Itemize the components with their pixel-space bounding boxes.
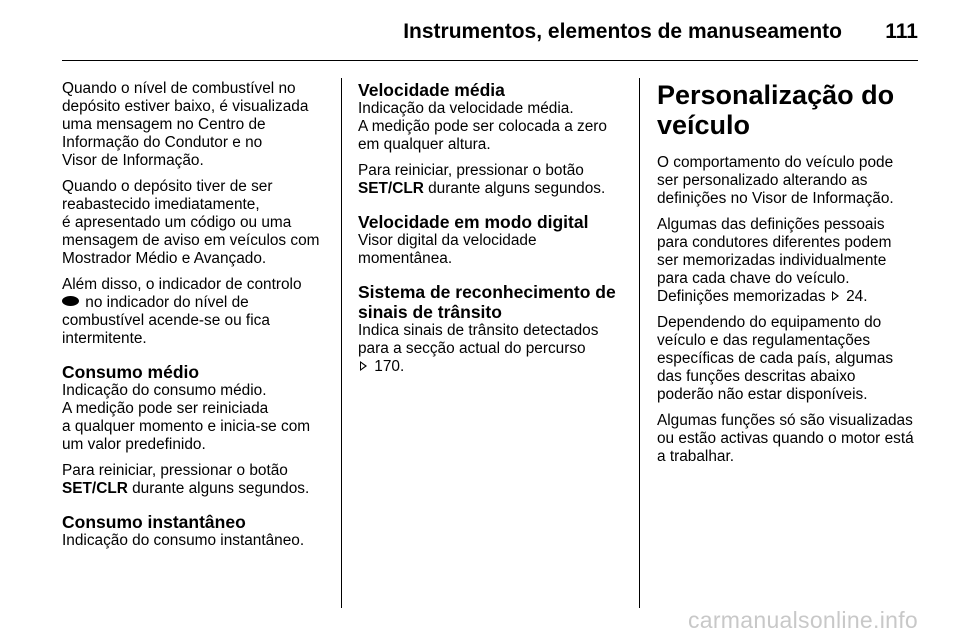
column-1 bbox=[62, 80, 334, 558]
paragraph-refuel-warning: Quando o depósito tiver de ser reabastecido imediatamente, é apresentado um código ou uma mensagem de aviso em veículos com Mostrador Médio e Avançado. bbox=[62, 178, 320, 267]
column-divider-1 bbox=[341, 78, 342, 608]
page-reference-arrow-icon bbox=[360, 361, 367, 371]
paragraph-definicoes-memorizadas: Algumas das definições pessoais para condutores diferentes podem ser memorizadas individualmente para cada chave do veículo. Definições memorizadas 24. bbox=[657, 216, 892, 305]
paragraph-velocidade-digital: Visor digital da velocidade momentânea. bbox=[358, 232, 537, 267]
paragraph-reset-consumo: Para reiniciar, pressionar o botão SET/CLR durante alguns segundos. bbox=[62, 462, 310, 497]
page-reference-arrow-icon bbox=[832, 291, 839, 301]
paragraph-personalizacao-intro: O comportamento do veículo pode ser personalizado alterando as definições no Visor de Informação. bbox=[657, 154, 894, 207]
heading-consumo-medio: Consumo médio bbox=[62, 362, 200, 382]
page-reference-link[interactable]: 170. bbox=[374, 358, 405, 375]
paragraph-consumo-instantaneo: Indicação do consumo instantâneo. bbox=[62, 532, 305, 549]
page-header-title: Instrumentos, elementos de manuseamento bbox=[403, 20, 842, 43]
page-reference-link[interactable]: 24. bbox=[846, 288, 868, 305]
paragraph-funcoes-motor: Algumas funções só são visualizadas ou estão activas quando o motor está a trabalhar. bbox=[657, 412, 914, 465]
section-title-personalizacao: Personalização do veículo bbox=[657, 80, 895, 140]
heading-velocidade-media: Velocidade média bbox=[358, 80, 505, 100]
fuel-indicator-icon bbox=[62, 296, 79, 306]
column-2 bbox=[358, 80, 634, 384]
column-divider-2 bbox=[639, 78, 640, 608]
heading-reconhecimento-sinais: Sistema de reconhecimento de sinais de trânsito bbox=[358, 282, 616, 322]
paragraph-control-indicator: Além disso, o indicador de controlo no indicador do nível de combustível acende-se ou fica intermitente. bbox=[62, 276, 302, 347]
setclr-button-label: SET/CLR bbox=[62, 480, 128, 497]
header-divider bbox=[62, 60, 918, 61]
paragraph-reset-velocidade: Para reiniciar, pressionar o botão SET/CLR durante alguns segundos. bbox=[358, 162, 606, 197]
heading-velocidade-digital: Velocidade em modo digital bbox=[358, 212, 589, 232]
heading-consumo-instantaneo: Consumo instantâneo bbox=[62, 512, 246, 532]
paragraph-reconhecimento-sinais: Indica sinais de trânsito detectados para a secção actual do percurso 170. bbox=[358, 322, 599, 375]
paragraph-fuel-low: Quando o nível de combustível no depósito estiver baixo, é visualizada uma mensagem no Centro de Informação do Condutor e no Visor de Informação. bbox=[62, 80, 309, 169]
setclr-button-label: SET/CLR bbox=[358, 180, 424, 197]
paragraph-consumo-medio: Indicação do consumo médio. A medição pode ser reiniciada a qualquer momento e inicia-se com um valor predefinido. bbox=[62, 382, 311, 453]
page-number: 111 bbox=[885, 20, 918, 43]
column-3 bbox=[657, 80, 925, 474]
watermark: carmanualsonline.info bbox=[687, 607, 918, 633]
paragraph-disponibilidade: Dependendo do equipamento do veículo e das regulamentações específicas de cada país, algumas das funções descritas abaixo poderão não estar disponíveis. bbox=[657, 314, 894, 403]
paragraph-velocidade-media: Indicação da velocidade média. A medição pode ser colocada a zero em qualquer altura. bbox=[358, 100, 607, 153]
